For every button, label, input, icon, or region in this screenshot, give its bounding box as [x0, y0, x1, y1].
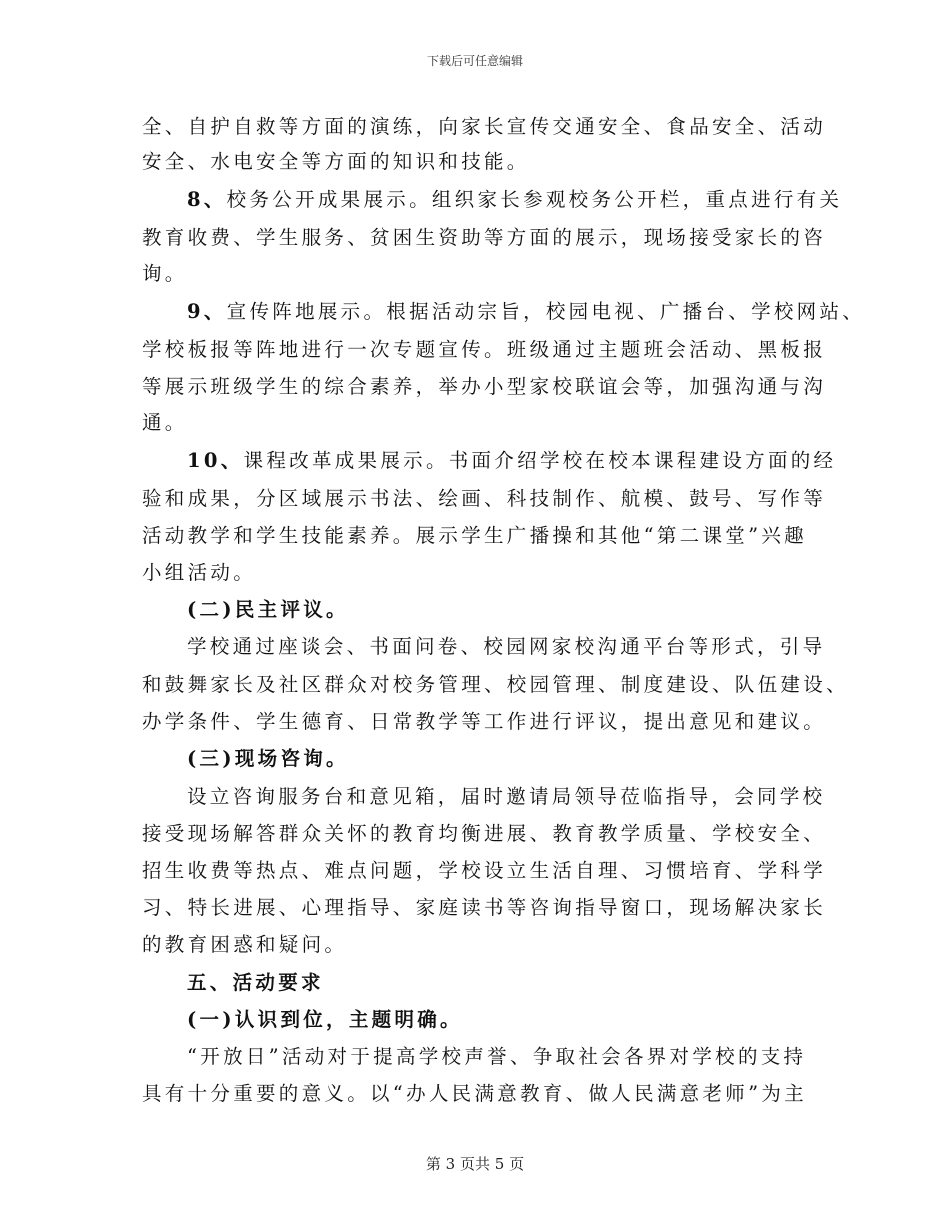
- paragraph-line: 具有十分重要的意义。以“办人民满意教育、做人民满意老师”为主: [142, 1082, 807, 1105]
- paragraph-line: 设立咨询服务台和意见箱，届时邀请局领导莅临指导，会同学校: [187, 785, 826, 808]
- paragraph-line: “开放日”活动对于提高学校声誉、争取社会各界对学校的支持: [187, 1045, 807, 1068]
- paragraph-line: 习、特长进展、心理指导、家庭读书等咨询指导窗口，现场解决家长: [142, 896, 827, 919]
- paragraph-line: 询。: [142, 262, 188, 285]
- list-item-9: [187, 300, 865, 324]
- paragraph-line: 安全、水电安全等方面的知识和技能。: [142, 150, 530, 173]
- list-item-10: [187, 449, 836, 473]
- paragraph-line: 校务公开成果展示。组织家长参观校务公开栏，重点进行有关: [226, 188, 843, 211]
- paragraph-line: 等展示班级学生的综合素养，举办小型家校联谊会等，加强沟通与沟: [142, 375, 827, 398]
- paragraph-line: 的教育困惑和疑问。: [142, 933, 348, 956]
- paragraph-line: 活动教学和学生技能素养。展示学生广播操和其他“第二课堂”兴趣: [142, 524, 807, 547]
- paragraph-line: 和鼓舞家长及社区群众对校务管理、校园管理、制度建设、队伍建设、: [142, 673, 849, 696]
- item-number: 9、: [187, 300, 227, 323]
- paragraph-line: 验和成果，分区域展示书法、绘画、科技制作、航模、鼓号、写作等: [142, 487, 827, 510]
- item-number: 10、: [187, 449, 244, 472]
- paragraph-line: 招生收费等热点、难点问题，学校设立生活自理、习惯培育、学科学: [142, 859, 827, 882]
- paragraph-line: 教育收费、学生服务、贫困生资助等方面的展示，现场接受家长的咨: [142, 226, 827, 249]
- paragraph-line: 课程改革成果展示。书面介绍学校在校本课程建设方面的经: [243, 449, 837, 472]
- section-heading: (二)民主评议。: [187, 598, 349, 621]
- list-item-8: [187, 188, 842, 212]
- paragraph-line: 接受现场解答群众关怀的教育均衡进展、教育教学质量、学校安全、: [142, 822, 827, 845]
- page-footer: 第 3 页共 5 页: [425, 1155, 525, 1173]
- paragraph-line: 宣传阵地展示。根据活动宗旨，校园电视、广播台、学校网站、: [226, 300, 866, 323]
- section-heading: (三)现场咨询。: [187, 747, 349, 770]
- page-header: 下载后可任意编辑: [426, 54, 523, 68]
- paragraph-line: 全、自护自救等方面的演练，向家长宣传交通安全、食品安全、活动: [142, 115, 827, 138]
- section-heading: 五、活动要求: [187, 971, 324, 994]
- paragraph-line: 办学条件、学生德育、日常教学等工作进行评议，提出意见和建议。: [142, 710, 827, 733]
- paragraph-line: 学校板报等阵地进行一次专题宣传。班级通过主题班会活动、黑板报: [142, 338, 827, 361]
- paragraph-line: 学校通过座谈会、书面问卷、校园网家校沟通平台等形式，引导: [187, 635, 826, 658]
- paragraph-line: 小组活动。: [142, 561, 257, 584]
- section-heading: (一)认识到位，主题明确。: [187, 1008, 463, 1031]
- item-number: 8、: [187, 188, 227, 211]
- paragraph-line: 通。: [142, 411, 188, 434]
